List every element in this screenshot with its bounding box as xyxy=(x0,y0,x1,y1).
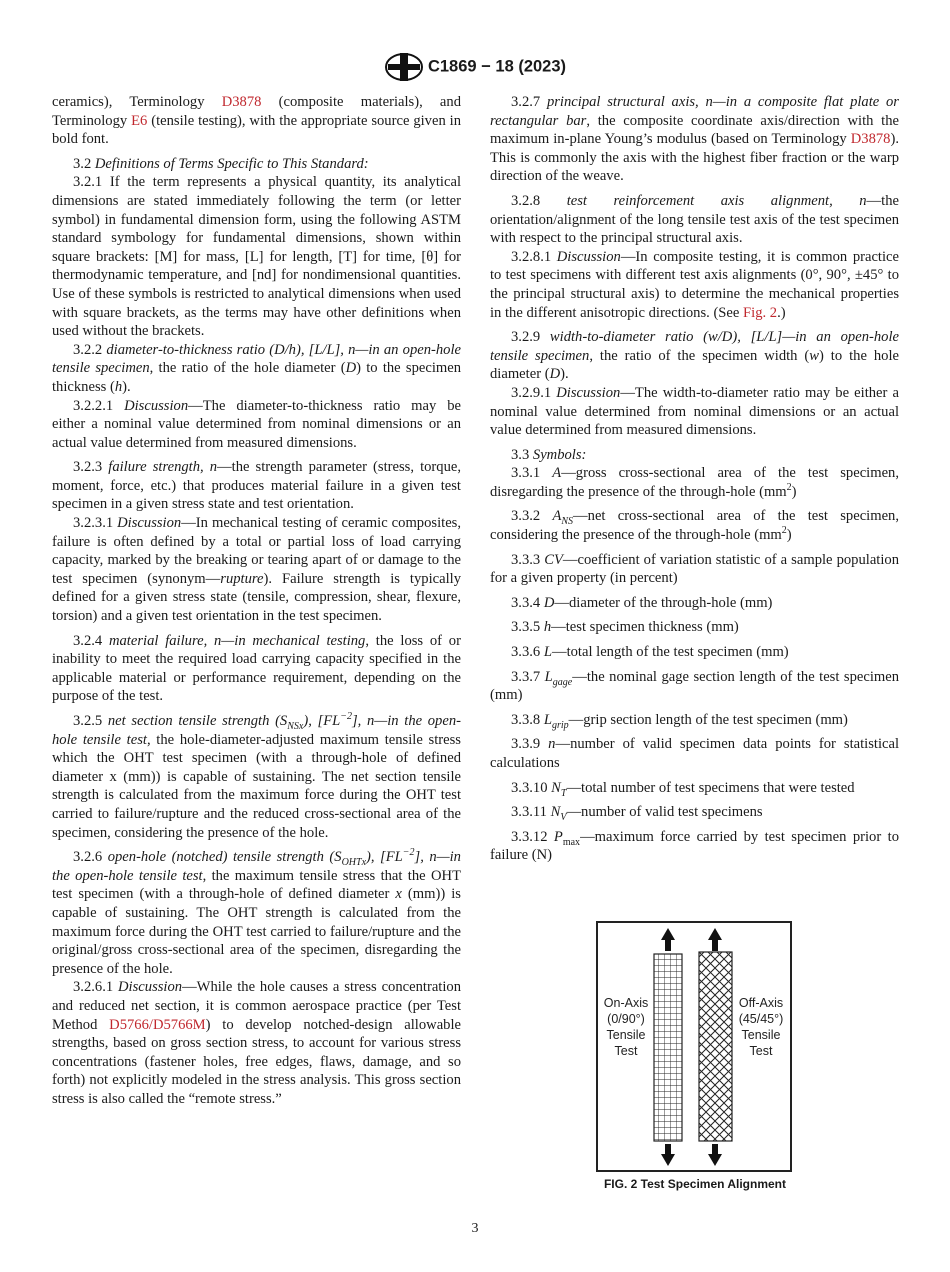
section-3-2-2-1: 3.2.2.1 Discussion—The diameter-to-thickness ratio may be either a nominal value determined from nominal dimensions or an actual value determined from measured dimensions. xyxy=(52,397,461,451)
symbol-3-3-8: 3.3.8 $L_{grip}—grip$ section length of the test specimen (mm) xyxy=(511,711,848,731)
symbol-3-3-2: 3.3.2 $A_{NS}—net$ cross-sectional area of the test specimen, considering the presence of the through-hole $(mm^2)$ xyxy=(490,508,900,544)
figure-caption: FIG. 2 Test Specimen Alignment xyxy=(603,1177,787,1191)
right-column xyxy=(490,93,899,865)
section-3-2-3: 3.2.3 failure strength, n—the strength parameter (stress, torque, moment, force, etc.) that produces material failure in a given test specimen in a given stress state and test orientation. xyxy=(52,459,461,513)
section-3-2-8-1: 3.2.8.1 Discussion—In composite testing, it is common practice to test specimens with different test axis alignments (0°, 90°, ±45° to the principal structural axis) to determine the mechanical properties in the different anisotropic directions. (See Fig. 2.) xyxy=(490,248,899,321)
off-axis-specimen xyxy=(699,952,732,1141)
section-3-2-6: 3.2.6 open-hole (notched) tensile strength $(S_{OHTx})$, $[FL^{-2}]$, n—in the open-hole tensile test, the maximum tensile stress that the OHT test specimen (with a through-hole of defined diameter x (mm)) is capable of sustaining. The OHT strength is calculated from the maximum force during the OHT test carried to failure/rupture and the original/gross cross-sectional area of the specimen, disregarding the presence of the hole. xyxy=(52,847,461,977)
tension-arrow-down-right-icon xyxy=(708,1144,722,1166)
section-3-2-1: 3.2.1 If the term represents a physical quantity, its analytical dimensions are stated immediately following the term (or letter symbol) in fundamental dimension form, using the following ASTM standard symbology for fundamental dimensions, shown within square brackets: [M] for mass, [L] for length, [T] for time, [θ] for thermodynamic temperature, and [nd] for nondimensional quantities. Use of these symbols is restricted to analytical dimensions when used with square brackets, as the terms may have other definitions when used without the brackets. xyxy=(52,174,461,340)
symbol-3-3-5: 3.3.5 h—test specimen thickness (mm) xyxy=(511,619,739,636)
ref-link-d3878-2[interactable]: D3878 xyxy=(850,131,891,148)
figure-2 xyxy=(596,921,792,1172)
section-3-3-heading: 3.3 Symbols: xyxy=(511,446,587,463)
symbol-3-3-3: 3.3.3 CV—coefficient of variation statistic of a sample population for a given property (in percent) xyxy=(490,551,899,587)
section-3-2-5: 3.2.5 net section tensile strength $(S_{NSx})$, $[FL^{-2}]$, n—in the open-hole tensile test, the hole-diameter-adjusted maximum tensile stress which the OHT test specimen (with a through-hole of defined diameter x (mm)) is capable of sustaining. The net section tensile strength is calculated from the maximum force during the OHT test carried to failure/rupture and the reduced cross-sectional area of the specimen, considering the presence of the hole. xyxy=(52,711,461,841)
symbol-3-3-4: 3.3.4 D—diameter of the through-hole (mm) xyxy=(511,594,773,611)
ref-link-d5766[interactable]: D5766/D5766M xyxy=(109,1016,206,1033)
on-axis-specimen xyxy=(654,954,682,1141)
symbol-3-3-9: 3.3.9 n—number of valid specimen data points for statistical calculations xyxy=(490,736,900,771)
symbol-3-3-10: 3.3.10 $N_T—total$ number of test specimens that were tested xyxy=(511,779,855,799)
section-3-2-7: 3.2.7 principal structural axis, n—in a composite flat plate or rectangular bar, the composite coordinate axis/direction with the maximum in-plane Young’s modulus (based on Terminology D3878). This is commonly the axis with the highest fiber fraction or the warp direction of the weave. xyxy=(490,94,899,185)
tension-arrow-down-left-icon xyxy=(661,1144,675,1166)
ref-link-fig-2[interactable]: Fig. 2 xyxy=(743,304,778,321)
on-axis-label: On-Axis (0/90°) Tensile Test xyxy=(603,996,649,1058)
section-3-2-9-1: 3.2.9.1 Discussion—The width-to-diameter ratio may be either a nominal value determined from nominal dimensions or an actual value determined from measured dimensions. xyxy=(490,384,899,439)
tension-arrow-up-right-icon xyxy=(708,928,722,951)
ref-link-d3878[interactable]: D3878 xyxy=(221,94,262,110)
section-3-2-8: 3.2.8 test reinforcement axis alignment, n—the orientation/alignment of the long tensile test axis of the test specimen with respect to the principal structural axis. xyxy=(490,192,899,247)
page-header xyxy=(0,52,950,82)
ref-link-e6[interactable]: E6 xyxy=(131,112,148,129)
section-3-2-3-1: 3.2.3.1 Discussion—In mechanical testing of ceramic composites, failure is often defined by a total or partial loss of load carrying capacity, marked by the breaking or tearing apart of or damage to the test specimen (synonym—rupture). Failure strength is typically defined for a given stress state (tensile, compression, shear, flexure, torsion) and a given test orientation in the test specimen. xyxy=(52,515,461,625)
section-3-2-heading: 3.2 Definitions of Terms Specific to This Standard: xyxy=(73,155,369,172)
section-3-2-6-1: 3.2.6.1 Discussion—While the hole causes a stress concentration and reduced net section, it is common aerospace practice (per Test Method D5766/D5766M) to develop notched-design allowable strengths, based on gross section stress, to account for various stress concentrations (fastener holes, free edges, flaws, damage, and so forth) not explicitly modeled in the stress analysis. This gross section stress is also called the “remote stress.” xyxy=(52,979,461,1107)
left-column xyxy=(52,93,461,1108)
symbol-3-3-12: 3.3.12 $P_{max}—maximum$ force carried by test specimen prior to failure (N) xyxy=(490,828,899,864)
symbol-3-3-6: 3.3.6 L—total length of the test specimen (mm) xyxy=(511,644,789,661)
off-axis-label: Off-Axis (45/45°) Tensile Test xyxy=(738,996,784,1058)
symbol-3-3-1: 3.3.1 A—gross cross-sectional area of the test specimen, disregarding the presence of the through-hole $(mm^2)$ xyxy=(490,465,900,500)
tension-arrow-up-left-icon xyxy=(661,928,675,951)
page-number: 3 xyxy=(471,1221,479,1236)
symbol-3-3-11: 3.3.11 $N_V—number$ of valid test specimens xyxy=(511,804,763,824)
astm-logo-icon xyxy=(384,52,424,82)
section-3-2-4: 3.2.4 material failure, n—in mechanical testing, the loss of or inability to meet the required load carrying capacity specified in the applicable material or performance requirement, depending on the purpose of the test. xyxy=(52,632,461,705)
intro-paragraph: ceramics), Terminology D3878 (composite materials), and Terminology E6 (tensile testing), with the appropriate source given in bold font. xyxy=(52,94,462,148)
document-designation: C1869 − 18 (2023) xyxy=(427,57,567,76)
section-3-2-2: 3.2.2 diameter-to-thickness ratio (D/h), [L/L], n—in an open-hole tensile specimen, the ratio of the hole diameter (D) to the specimen thickness (h). xyxy=(52,341,461,395)
section-3-2-9: 3.2.9 width-to-diameter ratio (w/D), [L/L]—in an open-hole tensile specimen, the ratio of the specimen width (w) to the hole diameter (D). xyxy=(490,329,899,383)
symbol-3-3-7: 3.3.7 $L_{gage}—the$ nominal gage section length of the test specimen (mm) xyxy=(490,668,899,704)
